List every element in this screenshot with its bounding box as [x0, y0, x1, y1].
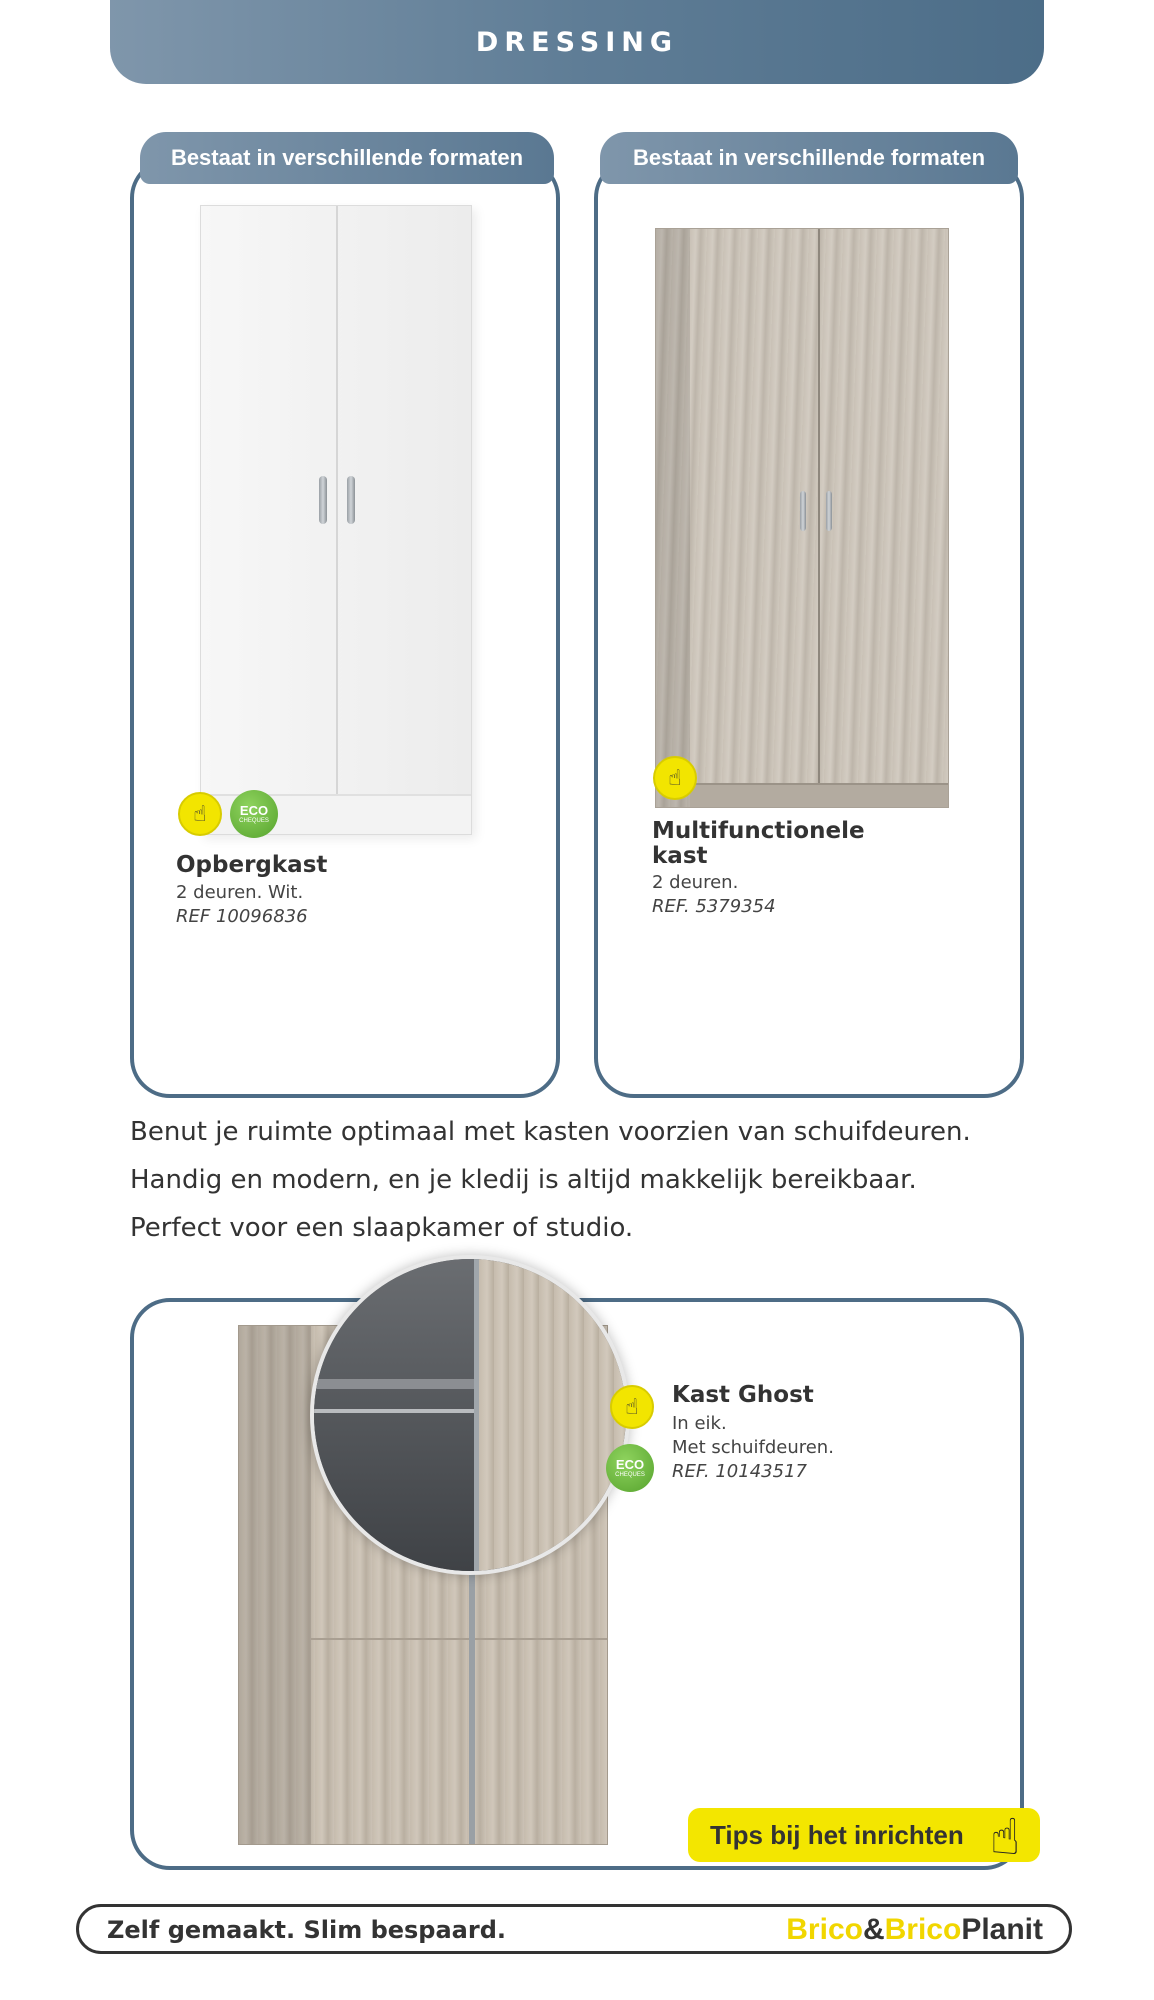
format-tab-label: Bestaat in verschillende formaten — [170, 145, 524, 170]
eco-cheques-icon: ECO CHEQUES — [606, 1444, 654, 1492]
pointing-hand-icon[interactable]: ☝ — [653, 756, 697, 800]
tips-button-label: Tips bij het inrichten — [710, 1819, 964, 1850]
product-description: 2 deuren. Wit. — [176, 882, 304, 903]
brand-logo[interactable]: Brico&BricoPlanit — [786, 1913, 1043, 1946]
product-description: In eik. — [672, 1413, 727, 1434]
product-reference: REF 10096836 — [176, 906, 308, 927]
product-image-oak-wardrobe — [655, 228, 949, 808]
tips-button[interactable] — [688, 1808, 1040, 1862]
footer-bar — [76, 1904, 1072, 1954]
section-title: DRESSING — [475, 26, 679, 58]
body-text-line: Perfect voor een slaapkamer of studio. — [130, 1213, 634, 1243]
click-hand-icon[interactable]: ☝ — [990, 1808, 1021, 1866]
product-title: Opbergkast — [176, 852, 328, 878]
product-reference: REF. 5379354 — [652, 896, 776, 917]
body-text-line: Handig en modern, en je kledij is altijd makkelijk bereikbaar. — [130, 1165, 917, 1195]
pointing-hand-icon[interactable]: ☝ — [178, 792, 222, 836]
product-description: 2 deuren. — [652, 872, 739, 893]
pointing-hand-icon[interactable]: ☝ — [610, 1385, 654, 1429]
format-tab — [600, 132, 1018, 184]
body-text-line: Benut je ruimte optimaal met kasten voorzien van schuifdeuren. — [130, 1117, 971, 1147]
product-image-white-wardrobe — [200, 205, 472, 835]
format-tab-label: Bestaat in verschillende formaten — [632, 145, 986, 170]
footer-slogan: Zelf gemaakt. Slim bespaard. — [107, 1916, 507, 1944]
section-header — [110, 0, 1044, 84]
product-description: Met schuifdeuren. — [672, 1437, 834, 1458]
product-reference: REF. 10143517 — [672, 1461, 807, 1482]
eco-cheques-icon: ECO CHEQUES — [230, 790, 278, 838]
zoom-detail-image — [310, 1255, 630, 1575]
format-tab — [140, 132, 554, 184]
product-title: Multifunctionele — [652, 818, 865, 844]
product-title: kast — [652, 843, 708, 869]
product-title: Kast Ghost — [672, 1382, 814, 1408]
